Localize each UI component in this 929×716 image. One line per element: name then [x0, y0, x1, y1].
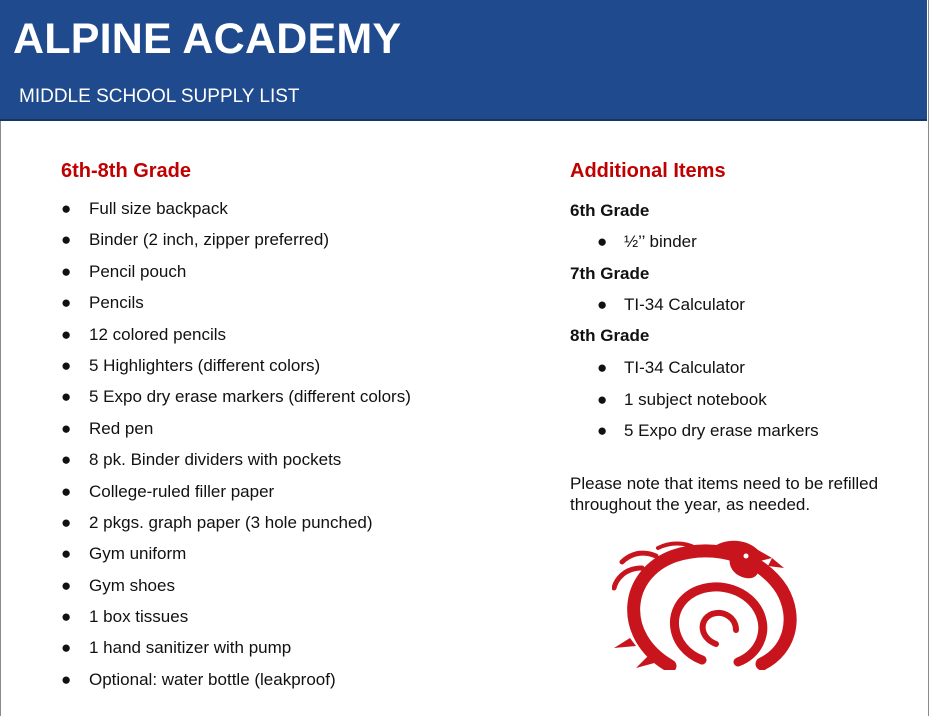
- list-item-text: Red pen: [89, 418, 154, 438]
- list-item-text: Pencils: [89, 293, 144, 313]
- bullet-icon: ●: [597, 421, 608, 440]
- list-item-text: Gym uniform: [89, 544, 187, 564]
- list-item: [61, 671, 411, 702]
- bullet-icon: ●: [61, 199, 72, 218]
- school-title: ALPINE ACADEMY: [13, 15, 402, 63]
- list-item: [61, 420, 411, 451]
- bullet-icon: ●: [61, 261, 72, 281]
- bullet-icon: ●: [61, 293, 72, 313]
- bullet-icon: ●: [61, 230, 72, 250]
- list-item: [61, 608, 411, 639]
- list-item: [597, 391, 819, 423]
- list-item: [61, 231, 411, 262]
- bullet-icon: ●: [61, 669, 72, 689]
- phoenix-logo-icon: [612, 538, 800, 670]
- list-item-text: Pencil pouch: [89, 261, 187, 281]
- logo-eye: [744, 554, 749, 559]
- list-item-text: 5 Highlighters (different colors): [89, 355, 321, 375]
- supply-list: [61, 200, 411, 702]
- bullet-icon: ●: [61, 638, 72, 658]
- grade-6-list: [597, 233, 697, 265]
- list-item-text: 12 colored pencils: [89, 324, 227, 344]
- list-item-text: TI-34 Calculator: [624, 295, 745, 314]
- grade-7-heading: 7th Grade: [570, 264, 650, 283]
- list-item-text: College-ruled filler paper: [89, 481, 275, 501]
- list-item: [61, 451, 411, 482]
- grade-range-heading: 6th-8th Grade: [61, 160, 192, 182]
- grade-6-heading: 6th Grade: [570, 201, 650, 220]
- list-item: [61, 200, 411, 231]
- bullet-icon: ●: [61, 481, 72, 501]
- refill-note: Please note that items need to be refilled throughout the year, as needed.: [570, 474, 879, 514]
- list-item: [597, 296, 745, 328]
- bullet-icon: ●: [61, 355, 72, 375]
- grade-8-list: [597, 359, 819, 454]
- list-item: [61, 545, 411, 576]
- grade-8-heading: 8th Grade: [570, 326, 650, 345]
- list-item-text: TI-34 Calculator: [624, 358, 745, 377]
- bullet-icon: ●: [61, 607, 72, 627]
- list-item: [597, 422, 819, 454]
- list-item-text: ½’’ binder: [624, 232, 697, 251]
- list-item: [61, 326, 411, 357]
- list-item: [61, 263, 411, 294]
- additional-items-heading: Additional Items: [570, 160, 726, 182]
- bullet-icon: ●: [61, 418, 72, 438]
- bullet-icon: ●: [61, 512, 72, 532]
- list-subtitle: MIDDLE SCHOOL SUPPLY LIST: [19, 86, 300, 107]
- list-item: [597, 359, 819, 391]
- bullet-icon: ●: [61, 575, 72, 595]
- list-item-text: Gym shoes: [89, 575, 175, 595]
- bullet-icon: ●: [597, 389, 608, 409]
- bullet-icon: ●: [597, 358, 608, 377]
- list-item-text: Binder (2 inch, zipper preferred): [89, 230, 330, 250]
- list-item: [61, 294, 411, 325]
- list-item: [61, 639, 411, 670]
- list-item: [61, 577, 411, 608]
- list-item-text: 2 pkgs. graph paper (3 hole punched): [89, 512, 373, 532]
- list-item-text: 8 pk. Binder dividers with pockets: [89, 450, 342, 470]
- list-item-text: 1 subject notebook: [624, 389, 767, 409]
- bullet-icon: ●: [597, 232, 608, 251]
- list-item-text: 1 hand sanitizer with pump: [89, 638, 292, 658]
- list-item-text: 5 Expo dry erase markers: [624, 421, 819, 440]
- bullet-icon: ●: [61, 450, 72, 470]
- grade-7-list: [597, 296, 745, 328]
- list-item-text: 1 box tissues: [89, 607, 189, 627]
- list-item-text: Full size backpack: [89, 199, 228, 218]
- bullet-icon: ●: [61, 387, 72, 407]
- bullet-icon: ●: [61, 324, 72, 344]
- list-item: [61, 483, 411, 514]
- list-item-text: 5 Expo dry erase markers (different colors): [89, 387, 411, 407]
- list-item: [61, 514, 411, 545]
- bullet-icon: ●: [597, 295, 608, 314]
- list-item-text: Optional: water bottle (leakproof): [89, 669, 336, 689]
- list-item: [597, 233, 697, 265]
- list-item: [61, 357, 411, 388]
- header-banner: [0, 0, 927, 121]
- list-item: [61, 388, 411, 419]
- bullet-icon: ●: [61, 544, 72, 564]
